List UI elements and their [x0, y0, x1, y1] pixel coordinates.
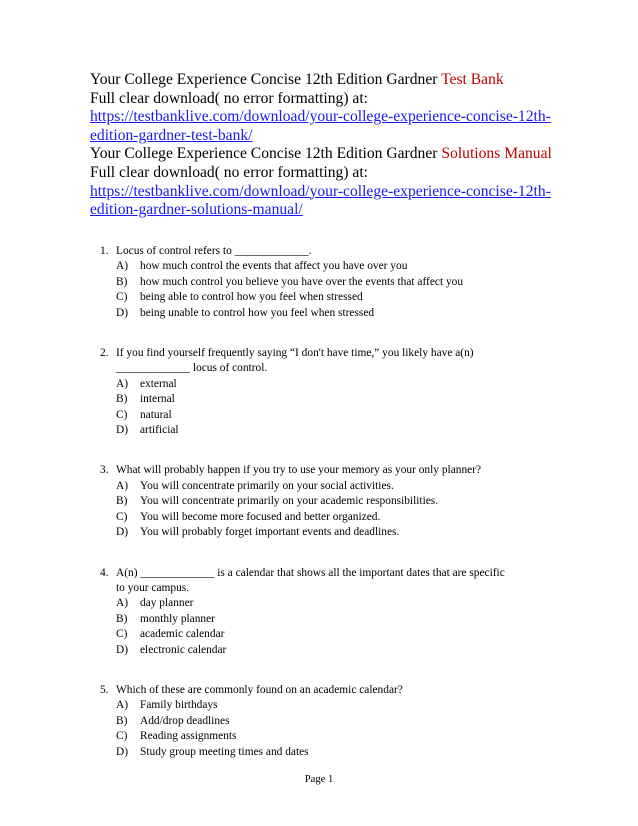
question-stem	[100, 566, 570, 597]
option-text: internal	[140, 393, 175, 406]
answer-option	[116, 698, 570, 713]
option-text: being unable to control how you feel when stressed	[140, 306, 375, 319]
question-number: 3.	[100, 464, 109, 477]
option-text: being able to control how you feel when stressed	[140, 291, 363, 304]
download-note: Full clear download( no error formatting) at:	[90, 163, 368, 181]
option-text: You will concentrate primarily on your social activities.	[140, 479, 394, 492]
question-stem	[100, 463, 570, 478]
question-text-line: A(n) _____________ is a calendar that shows all the important dates that are specific	[116, 566, 505, 579]
test-bank-title	[90, 71, 560, 90]
answer-options	[116, 698, 570, 760]
option-letter: D)	[116, 643, 129, 656]
answer-option	[116, 714, 570, 729]
answer-option	[116, 729, 570, 744]
test-bank-highlight: Test Bank	[441, 71, 504, 88]
option-text: external	[140, 377, 177, 390]
question-text-line: What will probably happen if you try to use your memory as your only planner?	[116, 464, 482, 477]
document-header	[90, 71, 560, 220]
option-letter: D)	[116, 424, 129, 437]
answer-option	[116, 408, 570, 423]
answer-options	[116, 377, 570, 439]
option-letter: B)	[116, 275, 128, 288]
answer-option	[116, 290, 570, 305]
option-text: artificial	[140, 424, 179, 437]
solutions-manual-link-line1[interactable]: https://testbanklive.com/download/your-college-experience-concise-12th-	[90, 182, 551, 200]
option-text: academic calendar	[140, 628, 225, 641]
answer-option	[116, 596, 570, 611]
option-letter: D)	[116, 745, 129, 758]
solutions-manual-title	[90, 145, 560, 164]
question-number: 1.	[100, 245, 109, 257]
question-number: 4.	[100, 566, 109, 579]
answer-options	[116, 596, 570, 658]
option-text: Family birthdays	[140, 699, 218, 712]
option-text: Reading assignments	[140, 730, 237, 743]
answer-option	[116, 494, 570, 509]
answer-option	[116, 275, 570, 290]
option-letter: C)	[116, 628, 128, 641]
option-letter: C)	[116, 510, 128, 523]
question-text-line: Which of these are commonly found on an academic calendar?	[116, 683, 403, 696]
question-text	[116, 566, 570, 597]
option-letter: A)	[116, 699, 129, 712]
option-letter: B)	[116, 393, 128, 406]
option-letter: B)	[116, 612, 128, 625]
question-stem	[100, 683, 570, 698]
option-letter: D)	[116, 306, 129, 319]
answer-option	[116, 392, 570, 407]
option-letter: B)	[116, 714, 128, 727]
question-list	[100, 244, 570, 785]
option-text: how much control the events that affect you have over you	[140, 260, 408, 273]
option-text: Add/drop deadlines	[140, 714, 230, 727]
option-text: You will concentrate primarily on your academic responsibilities.	[140, 495, 439, 508]
question-text-line: _____________ locus of control.	[116, 362, 268, 375]
question-text	[116, 683, 570, 698]
option-text: Study group meeting times and dates	[140, 745, 309, 758]
option-letter: D)	[116, 526, 129, 539]
solutions-manual-highlight: Solutions Manual	[441, 145, 552, 163]
answer-option	[116, 627, 570, 642]
answer-option	[116, 643, 570, 658]
answer-option	[116, 306, 570, 321]
option-text: You will become more focused and better organized.	[140, 510, 381, 523]
option-text: how much control you believe you have over the events that affect you	[140, 275, 464, 288]
option-letter: A)	[116, 597, 129, 610]
question-number: 2.	[100, 347, 109, 360]
title-text: Your College Experience Concise 12th Edition Gardner	[90, 71, 442, 88]
download-note: Full clear download( no error formatting) at:	[90, 89, 368, 107]
test-bank-link-line2[interactable]: edition-gardner-test-bank/	[90, 126, 253, 144]
title-text: Your College Experience Concise 12th Edition Gardner	[90, 145, 442, 163]
answer-option	[116, 423, 570, 438]
page-number: Page 1	[304, 774, 334, 785]
question-item	[100, 566, 570, 658]
option-letter: A)	[116, 260, 129, 273]
option-letter: A)	[116, 377, 129, 390]
option-letter: B)	[116, 495, 128, 508]
option-letter: C)	[116, 730, 128, 743]
question-stem	[100, 346, 570, 377]
question-text	[116, 244, 570, 259]
answer-option	[116, 612, 570, 627]
question-text-line: If you find yourself frequently saying “I don't have time,” you likely have a(n)	[116, 347, 474, 360]
option-text: monthly planner	[140, 612, 215, 625]
option-text: natural	[140, 408, 172, 421]
answer-option	[116, 525, 570, 540]
option-text: electronic calendar	[140, 643, 227, 656]
answer-option	[116, 479, 570, 494]
question-stem	[100, 244, 570, 259]
answer-option	[116, 259, 570, 274]
option-text: day planner	[140, 597, 194, 610]
option-text: You will probably forget important events and deadlines.	[140, 526, 400, 539]
question-text	[116, 463, 570, 478]
question-text-line: to your campus.	[116, 581, 190, 594]
option-letter: A)	[116, 479, 129, 492]
answer-option	[116, 377, 570, 392]
question-number: 5.	[100, 683, 109, 696]
answer-options	[116, 479, 570, 541]
question-text-line: Locus of control refers to _____________.	[116, 245, 312, 257]
question-item	[100, 346, 570, 438]
test-bank-link-line1[interactable]: https://testbanklive.com/download/your-college-experience-concise-12th-	[90, 108, 551, 126]
question-item	[100, 463, 570, 540]
question-item	[100, 244, 570, 321]
question-item	[100, 683, 570, 760]
option-letter: C)	[116, 408, 128, 421]
answer-options	[116, 259, 570, 321]
answer-option	[116, 510, 570, 525]
answer-option	[116, 745, 570, 760]
question-text	[116, 346, 570, 377]
solutions-manual-link-line2[interactable]: edition-gardner-solutions-manual/	[90, 201, 303, 219]
option-letter: C)	[116, 291, 128, 304]
